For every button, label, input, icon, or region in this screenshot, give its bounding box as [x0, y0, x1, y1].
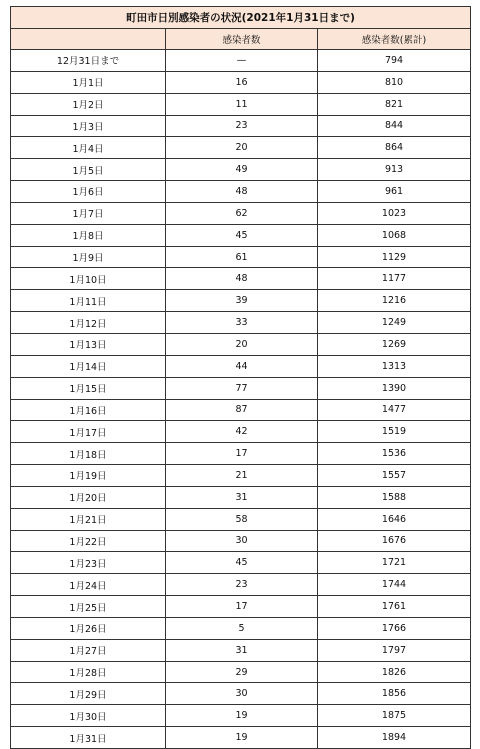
cell-date: 1月22日 [11, 530, 166, 552]
cell-cases: 19 [166, 705, 318, 727]
cell-cumulative: 844 [318, 115, 471, 137]
cell-date: 1月19日 [11, 465, 166, 487]
table-row [11, 355, 471, 377]
table-row [11, 443, 471, 465]
table-row [11, 486, 471, 508]
header-cases: 感染者数 [166, 29, 318, 50]
table-row [11, 246, 471, 268]
cell-cases: 48 [166, 181, 318, 203]
cell-date: 1月24日 [11, 574, 166, 596]
cell-cases: 19 [166, 727, 318, 749]
table-row [11, 617, 471, 639]
cell-date: 1月26日 [11, 617, 166, 639]
table-row [11, 639, 471, 661]
cell-cases: 23 [166, 574, 318, 596]
table-row [11, 181, 471, 203]
cell-cumulative: 1557 [318, 465, 471, 487]
cell-cumulative: 1249 [318, 312, 471, 334]
table-row [11, 727, 471, 749]
cell-date: 1月1日 [11, 71, 166, 93]
table-row [11, 530, 471, 552]
cell-cumulative: 1894 [318, 727, 471, 749]
table-row [11, 596, 471, 618]
cell-cumulative: 913 [318, 159, 471, 181]
cell-cases: 31 [166, 639, 318, 661]
cell-cases: 30 [166, 683, 318, 705]
cell-cumulative: 1536 [318, 443, 471, 465]
header-cumulative: 感染者数(累計) [318, 29, 471, 50]
table-row [11, 421, 471, 443]
cell-cumulative: 1023 [318, 202, 471, 224]
cell-cases: 58 [166, 508, 318, 530]
cell-cumulative: 1177 [318, 268, 471, 290]
cell-cases: 21 [166, 465, 318, 487]
table-row [11, 268, 471, 290]
cell-cases: 45 [166, 224, 318, 246]
cell-date: 1月25日 [11, 596, 166, 618]
cell-cumulative: 821 [318, 93, 471, 115]
table-row [11, 705, 471, 727]
cell-cases: 30 [166, 530, 318, 552]
cell-date: 1月23日 [11, 552, 166, 574]
cell-cumulative: 794 [318, 50, 471, 72]
table-row [11, 93, 471, 115]
cell-cases: 62 [166, 202, 318, 224]
cell-cases: 77 [166, 377, 318, 399]
cell-date: 1月17日 [11, 421, 166, 443]
cell-date: 1月7日 [11, 202, 166, 224]
cell-cases: 17 [166, 596, 318, 618]
table-container [10, 6, 470, 749]
table-row [11, 377, 471, 399]
table-row [11, 465, 471, 487]
cell-cumulative: 1676 [318, 530, 471, 552]
cell-cumulative: 864 [318, 137, 471, 159]
table-title: 町田市日別感染者の状況(2021年1月31日まで) [11, 7, 471, 29]
table-row [11, 159, 471, 181]
cell-date: 1月20日 [11, 486, 166, 508]
cell-cases: 11 [166, 93, 318, 115]
cell-date: 1月16日 [11, 399, 166, 421]
cell-cumulative: 1721 [318, 552, 471, 574]
cell-cases: 17 [166, 443, 318, 465]
table-row [11, 399, 471, 421]
cell-cumulative: 1766 [318, 617, 471, 639]
table-row [11, 290, 471, 312]
cell-cases: 45 [166, 552, 318, 574]
cell-cumulative: 1875 [318, 705, 471, 727]
cell-date: 1月14日 [11, 355, 166, 377]
table-row [11, 50, 471, 72]
cell-cumulative: 1519 [318, 421, 471, 443]
cell-cases: 49 [166, 159, 318, 181]
cell-cases: 87 [166, 399, 318, 421]
cell-cumulative: 1761 [318, 596, 471, 618]
cell-cumulative: 1216 [318, 290, 471, 312]
cell-cumulative: 1744 [318, 574, 471, 596]
cell-date: 1月12日 [11, 312, 166, 334]
infection-table [10, 6, 471, 749]
table-row [11, 115, 471, 137]
cell-cases: 42 [166, 421, 318, 443]
cell-date: 1月30日 [11, 705, 166, 727]
cell-date: 1月18日 [11, 443, 166, 465]
cell-date: 1月28日 [11, 661, 166, 683]
cell-cases: 48 [166, 268, 318, 290]
table-row [11, 333, 471, 355]
cell-cases: 31 [166, 486, 318, 508]
table-row [11, 508, 471, 530]
table-row [11, 202, 471, 224]
cell-cases: 61 [166, 246, 318, 268]
cell-cases: 23 [166, 115, 318, 137]
cell-date: 1月29日 [11, 683, 166, 705]
cell-cumulative: 1269 [318, 333, 471, 355]
cell-cumulative: 810 [318, 71, 471, 93]
cell-date: 12月31日まで [11, 50, 166, 72]
cell-date: 1月8日 [11, 224, 166, 246]
cell-date: 1月4日 [11, 137, 166, 159]
cell-date: 1月10日 [11, 268, 166, 290]
cell-date: 1月15日 [11, 377, 166, 399]
cell-date: 1月27日 [11, 639, 166, 661]
table-body [11, 50, 471, 749]
table-row [11, 224, 471, 246]
table-title-row [11, 7, 471, 29]
cell-cases: 39 [166, 290, 318, 312]
cell-date: 1月11日 [11, 290, 166, 312]
cell-cumulative: 1129 [318, 246, 471, 268]
cell-date: 1月3日 [11, 115, 166, 137]
cell-cases: 44 [166, 355, 318, 377]
cell-cases: — [166, 50, 318, 72]
cell-date: 1月9日 [11, 246, 166, 268]
table-row [11, 312, 471, 334]
cell-date: 1月31日 [11, 727, 166, 749]
cell-date: 1月13日 [11, 333, 166, 355]
cell-cumulative: 1797 [318, 639, 471, 661]
table-row [11, 683, 471, 705]
table-row [11, 574, 471, 596]
cell-date: 1月5日 [11, 159, 166, 181]
cell-date: 1月21日 [11, 508, 166, 530]
table-header-row [11, 29, 471, 50]
table-row [11, 137, 471, 159]
cell-cumulative: 1856 [318, 683, 471, 705]
cell-date: 1月6日 [11, 181, 166, 203]
cell-cumulative: 1313 [318, 355, 471, 377]
cell-cumulative: 961 [318, 181, 471, 203]
cell-cumulative: 1588 [318, 486, 471, 508]
table-row [11, 661, 471, 683]
cell-cases: 33 [166, 312, 318, 334]
cell-cumulative: 1646 [318, 508, 471, 530]
cell-cases: 20 [166, 137, 318, 159]
cell-date: 1月2日 [11, 93, 166, 115]
cell-cases: 29 [166, 661, 318, 683]
cell-cumulative: 1390 [318, 377, 471, 399]
cell-cases: 5 [166, 617, 318, 639]
cell-cumulative: 1477 [318, 399, 471, 421]
cell-cumulative: 1068 [318, 224, 471, 246]
cell-cases: 20 [166, 333, 318, 355]
header-date [11, 29, 166, 50]
cell-cumulative: 1826 [318, 661, 471, 683]
table-row [11, 71, 471, 93]
table-row [11, 552, 471, 574]
cell-cases: 16 [166, 71, 318, 93]
